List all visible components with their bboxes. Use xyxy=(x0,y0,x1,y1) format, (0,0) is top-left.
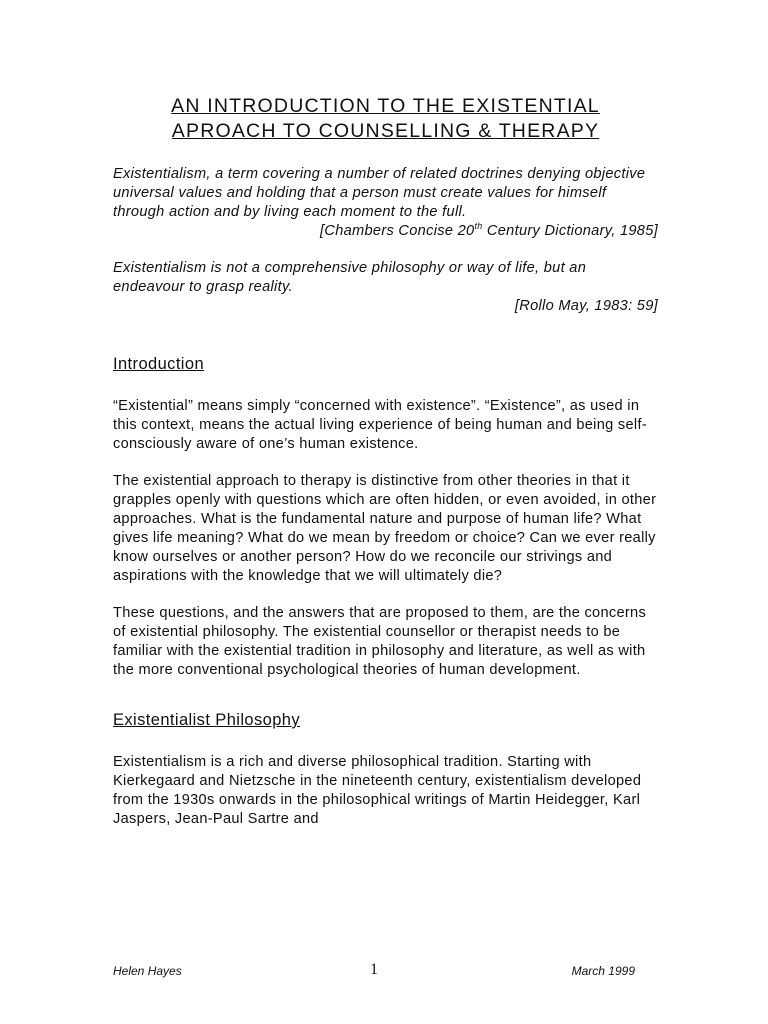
title-line-2: APROACH TO COUNSELLING & THERAPY xyxy=(171,120,600,142)
page-footer xyxy=(113,961,635,981)
footer-date: March 1999 xyxy=(571,964,635,978)
epigraph-citation-1 xyxy=(113,222,658,241)
epigraph-citation-2: [Rollo May, 1983: 59] xyxy=(514,298,658,314)
footer-page-number: 1 xyxy=(370,961,378,978)
section-heading-philosophy: Existentialist Philosophy xyxy=(113,711,301,729)
paragraph-intro-1: “Existential” means simply “concerned with existence”. “Existence”, as used in this context, means the actual living experience of being human and being self-consciously aware of one’s human existence. xyxy=(113,398,647,452)
citation-1-text-end: Century Dictionary, 1985] xyxy=(482,223,658,239)
epigraph-quote-2: Existentialism is not a comprehensive philosophy or way of life, but an endeavour to grasp reality. xyxy=(113,260,587,295)
paragraph-philosophy-1: Existentialism is a rich and diverse philosophical tradition. Starting with Kierkegaard and Nietzsche in the nineteenth century, existentialism developed from the 1930s onwards in the philosophical writings of Martin Heidegger, Karl Jaspers, Jean-Paul Sartre and xyxy=(113,754,642,827)
document-title xyxy=(113,94,658,144)
document-page xyxy=(113,94,658,829)
citation-1-text: [Chambers Concise 20 xyxy=(320,223,475,239)
footer-author: Helen Hayes xyxy=(113,964,182,978)
citation-1-superscript: th xyxy=(474,221,483,231)
title-line-1: AN INTRODUCTION TO THE EXISTENTIAL xyxy=(171,95,600,117)
paragraph-intro-3: These questions, and the answers that are proposed to them, are the concerns of existential philosophy. The existential counsellor or therapist needs to be familiar with the existential tradition in philosophy and literature, as well as with the more conventional psychological theories of human development. xyxy=(113,605,647,678)
paragraph-intro-2: The existential approach to therapy is distinctive from other theories in that it grapples openly with questions which are often hidden, or even avoided, in other approaches. What is the fundamental nature and purpose of human life? What gives life meaning? What do we mean by freedom or choice? Can we ever really know ourselves or another person? How do we reconcile our strivings and aspirations with the knowledge that we will ultimately die? xyxy=(113,473,657,584)
section-heading-introduction: Introduction xyxy=(113,355,205,373)
epigraph-quote-1: Existentialism, a term covering a number of related doctrines denying objective universal values and holding that a person must create values for himself through action and by living each moment to the full. xyxy=(113,166,646,220)
